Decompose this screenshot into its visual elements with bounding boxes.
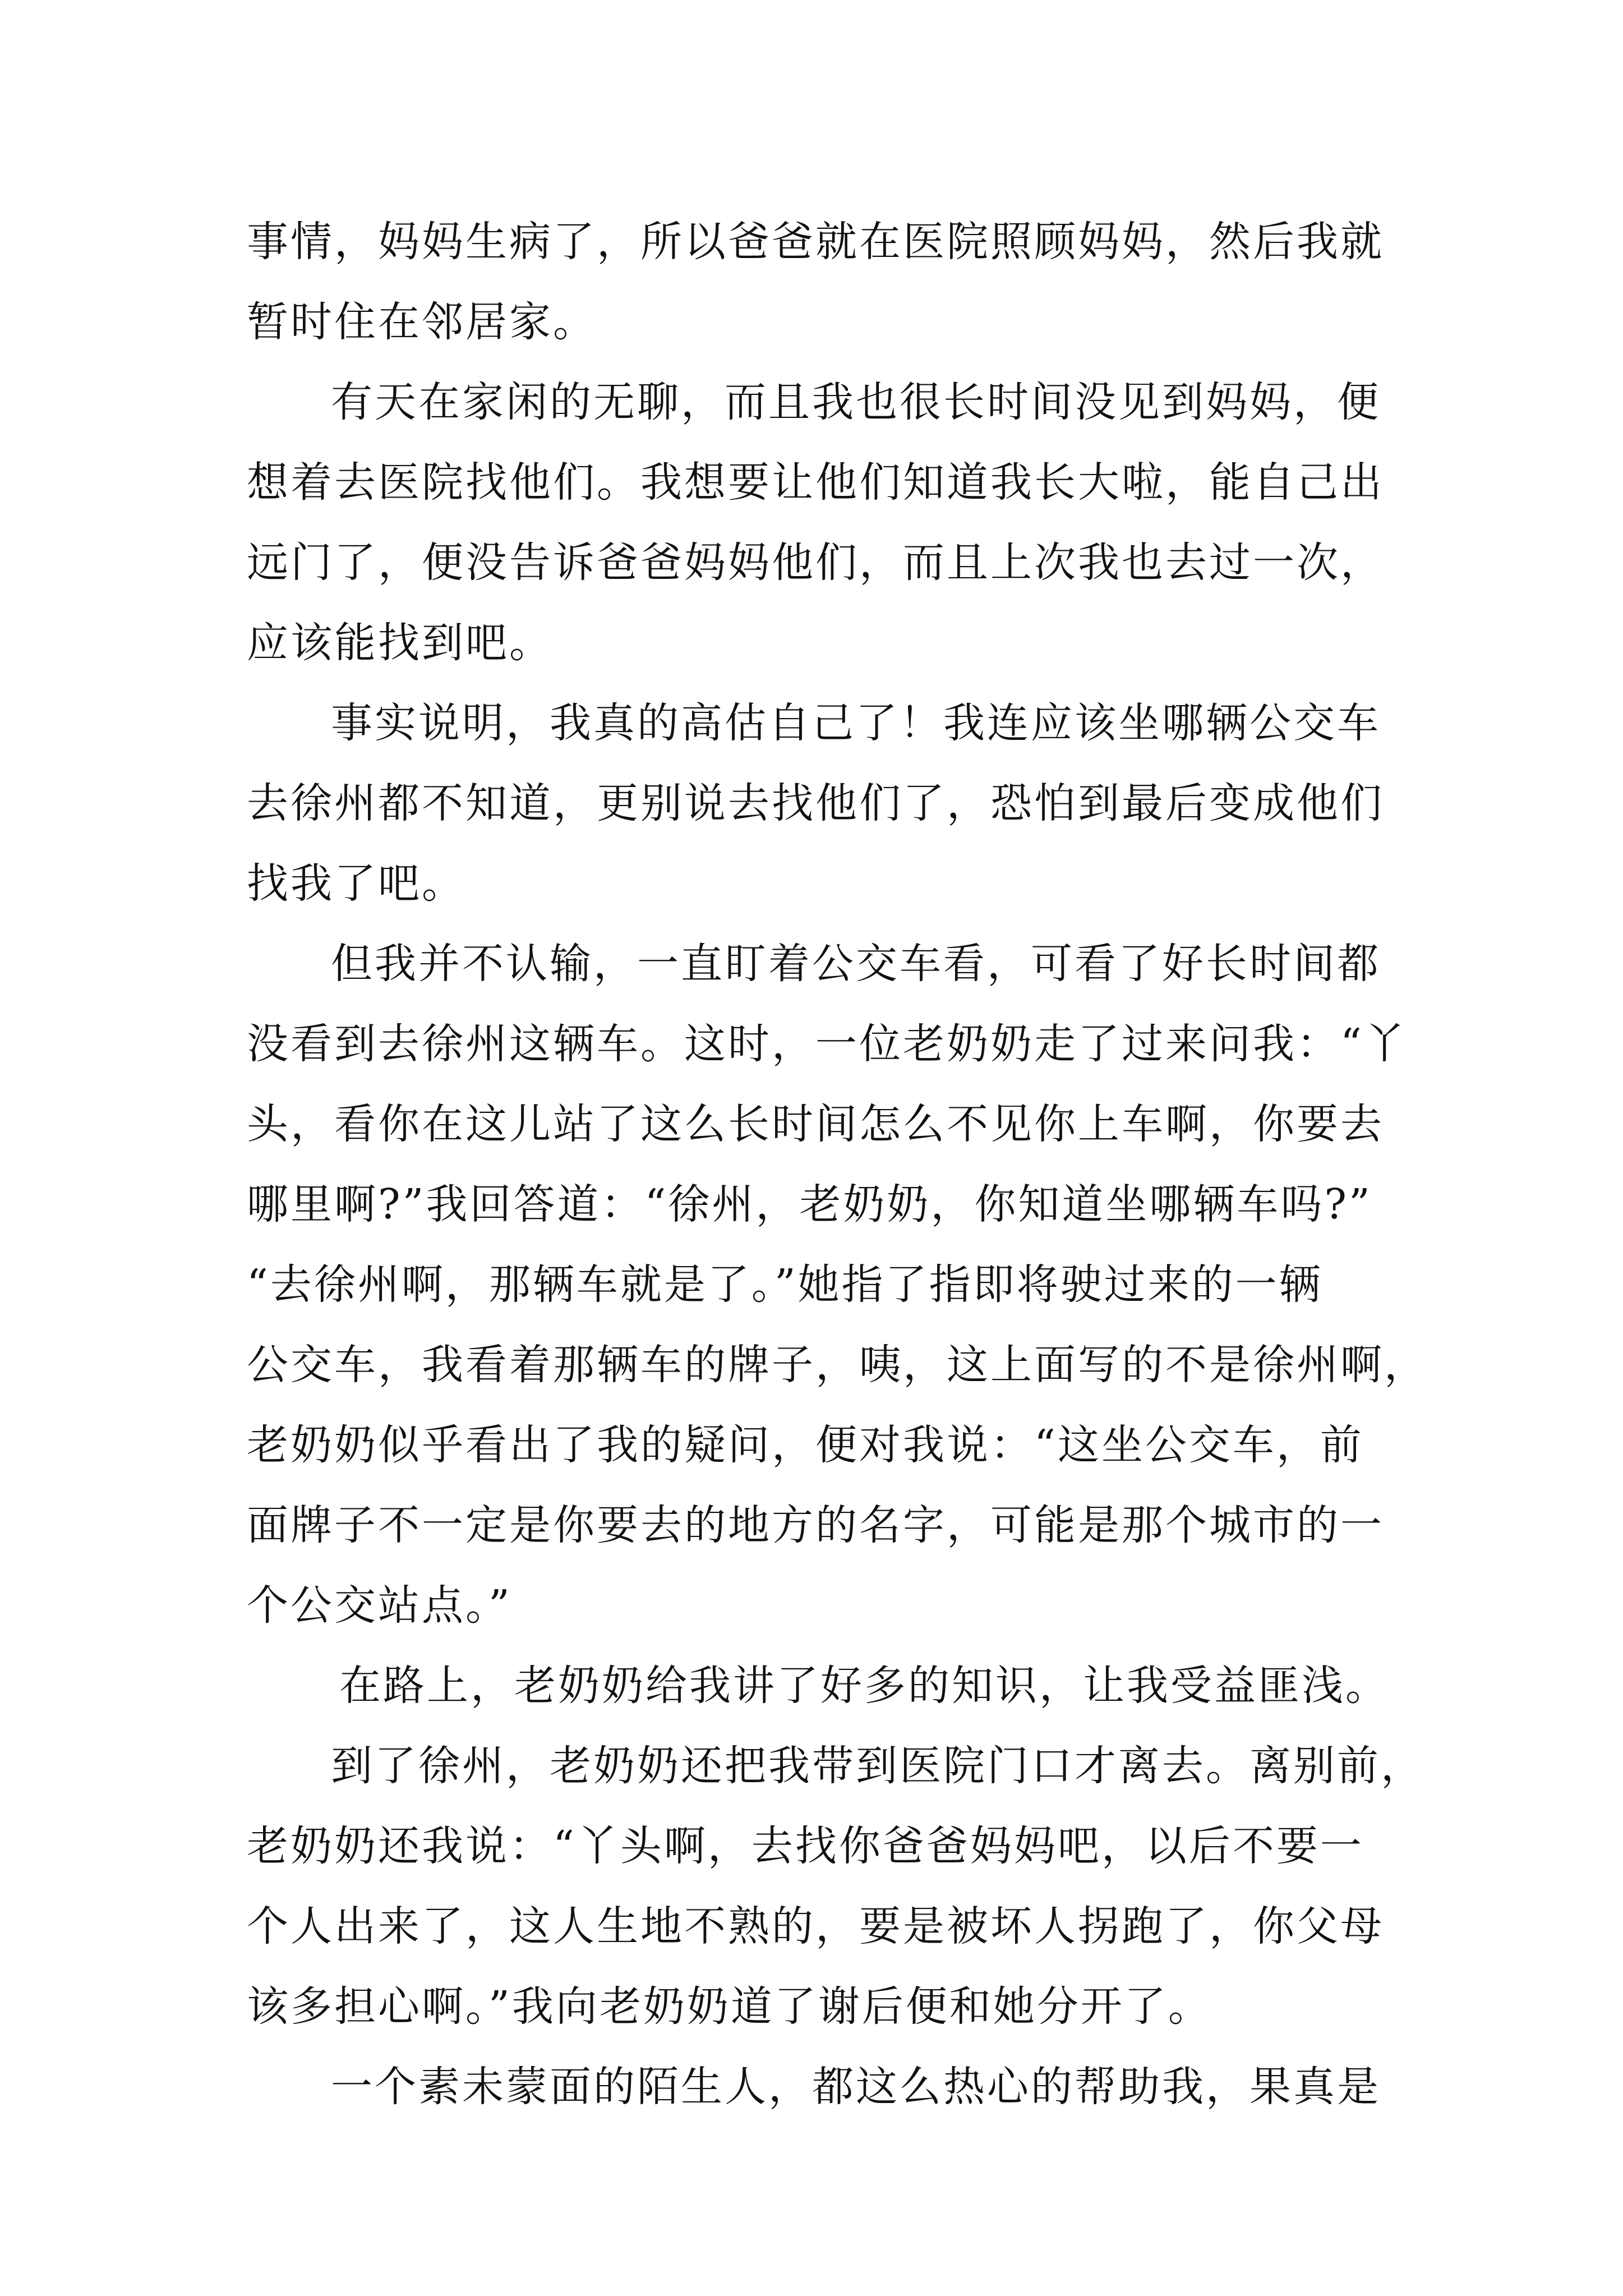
paragraph-start-line: 有天在家闲的无聊，而且我也很长时间没见到妈妈，便 <box>331 378 1381 426</box>
text-line: 哪里啊?”我回答道：“徐州，老奶奶，你知道坐哪辆车吗?” <box>247 1180 1372 1228</box>
text-line: 个人出来了，这人生地不熟的，要是被坏人拐跑了，你父母 <box>247 1902 1384 1950</box>
paragraph-start-line: 到了徐州，老奶奶还把我带到医院门口才离去。离别前， <box>331 1742 1424 1790</box>
text-line: 想着去医院找他们。我想要让他们知道我长大啦，能自己出 <box>247 458 1384 507</box>
text-line: 应该能找到吧。 <box>247 619 553 667</box>
text-line: 去徐州都不知道，更别说去找他们了，恐怕到最后变成他们 <box>247 779 1384 827</box>
text-line: 公交车，我看着那辆车的牌子，咦，这上面写的不是徐州啊， <box>247 1341 1428 1389</box>
text-line: 事情，妈妈生病了，所以爸爸就在医院照顾妈妈，然后我就 <box>247 218 1384 266</box>
text-line: 暂时住在邻居家。 <box>247 298 597 346</box>
text-line: 找我了吧。 <box>247 859 465 908</box>
text-line: 头，看你在这儿站了这么长时间怎么不见你上车啊，你要去 <box>247 1100 1384 1148</box>
paragraph-start-line: 在路上，老奶奶给我讲了好多的知识，让我受益匪浅。 <box>339 1662 1389 1710</box>
paragraph-start-line: 一个素未蒙面的陌生人，都这么热心的帮助我，果真是 <box>331 2063 1381 2111</box>
text-line: 面牌子不一定是你要去的地方的名字，可能是那个城市的一 <box>247 1501 1384 1549</box>
text-line: 老奶奶似乎看出了我的疑问，便对我说：“这坐公交车，前 <box>247 1421 1364 1469</box>
paragraph-start-line: 但我并不认输，一直盯着公交车看，可看了好长时间都 <box>331 940 1381 988</box>
paragraph-start-line: 事实说明，我真的高估自己了！我连应该坐哪辆公交车 <box>331 699 1381 747</box>
text-line: 远门了，便没告诉爸爸妈妈他们，而且上次我也去过一次， <box>247 539 1384 587</box>
text-line: 个公交站点。” <box>247 1581 512 1630</box>
text-line: 没看到去徐州这辆车。这时，一位老奶奶走了过来问我：“丫 <box>247 1020 1408 1068</box>
text-line: 老奶奶还我说：“丫头啊，去找你爸爸妈妈吧，以后不要一 <box>247 1822 1364 1870</box>
essay-body <box>247 202 1428 2127</box>
text-line: “去徐州啊，那辆车就是了。”她指了指即将驶过来的一辆 <box>247 1260 1323 1309</box>
text-line: 该多担心啊。”我向老奶奶道了谢后便和她分开了。 <box>247 1982 1212 2031</box>
